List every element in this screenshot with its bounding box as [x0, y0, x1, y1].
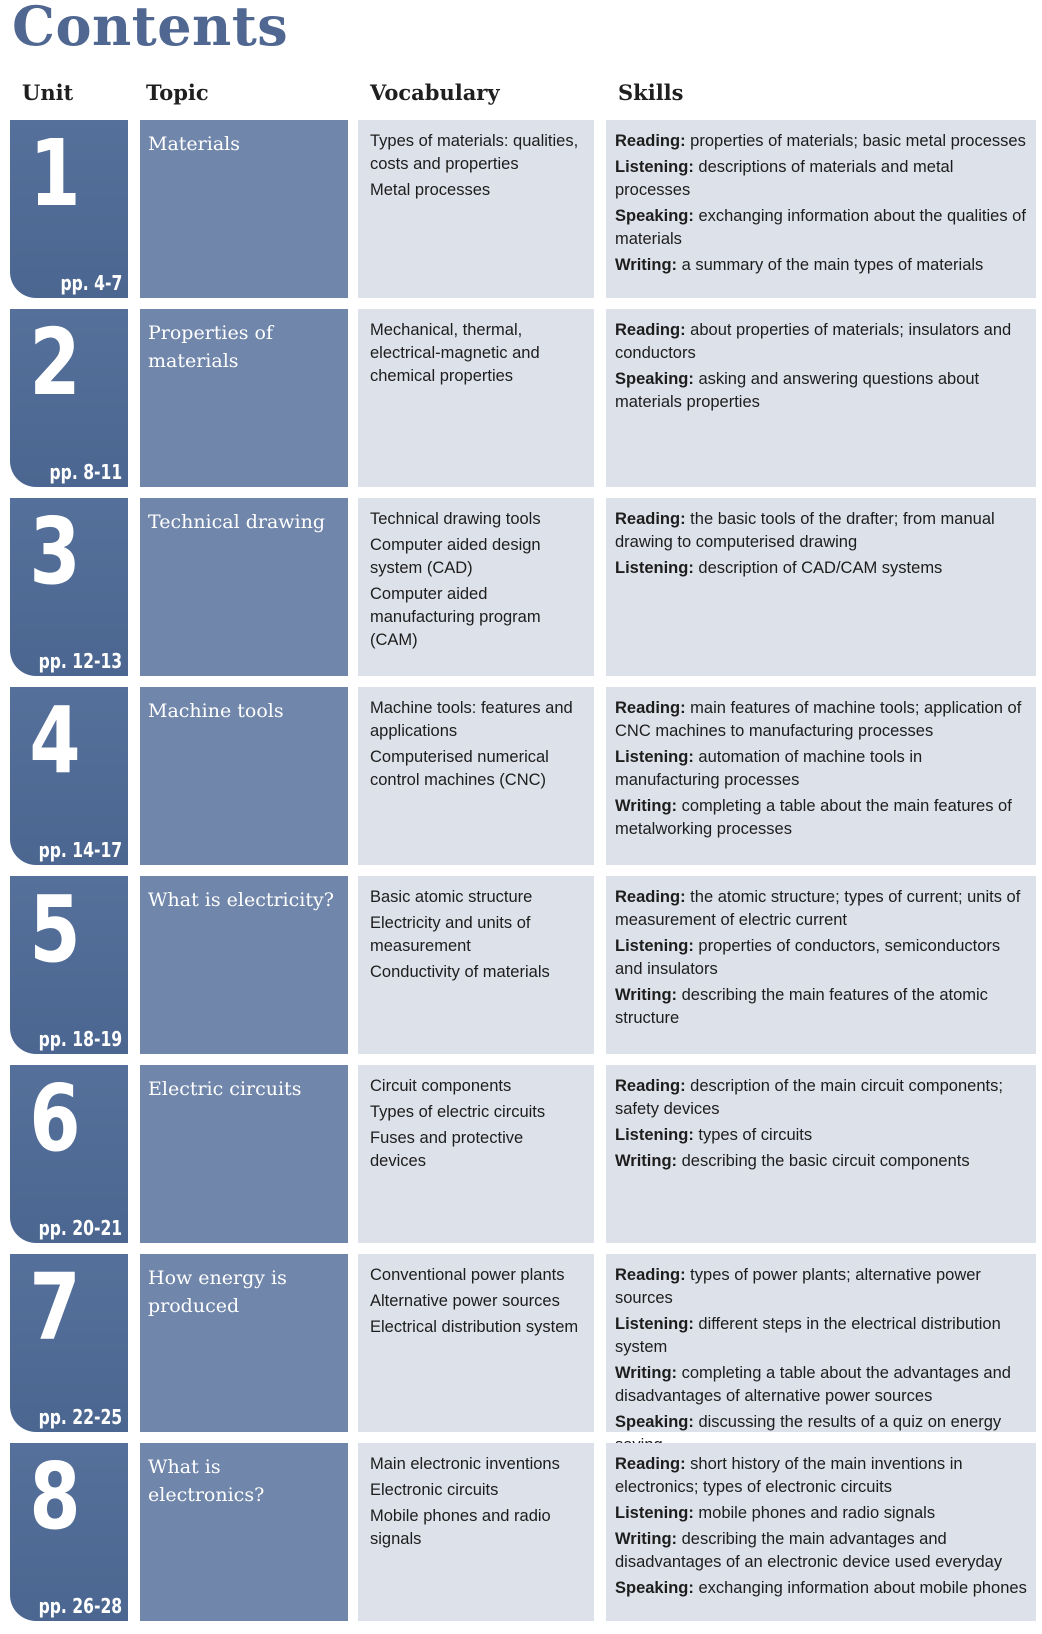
unit-cell — [10, 876, 128, 1054]
vocabulary-item: Technical drawing tools — [370, 510, 541, 528]
skill-item — [615, 1577, 1027, 1600]
table-row — [0, 498, 1042, 676]
skill-item — [615, 1124, 1027, 1147]
skill-text: automation of machine tools in manufacturing processes — [615, 748, 923, 789]
vocabulary-cell — [358, 309, 594, 487]
vocabulary-item: Computerised numerical control machines (CNC) — [370, 748, 549, 789]
skill-label: Reading: — [615, 699, 686, 717]
unit-cell — [10, 1443, 128, 1621]
skill-item — [615, 1264, 1027, 1310]
skill-label: Listening: — [615, 748, 694, 766]
skill-text: completing a table about the main features of metalworking processes — [615, 797, 1012, 838]
skill-item — [615, 1362, 1027, 1408]
skill-label: Listening: — [615, 559, 694, 577]
topic-cell — [140, 1254, 348, 1432]
skill-text: types of power plants; alternative power sources — [615, 1266, 981, 1307]
unit-pages: pp. 18-19 — [38, 1027, 122, 1051]
skill-item — [615, 1502, 1027, 1525]
skill-text: exchanging information about the qualities of materials — [615, 207, 1026, 248]
skill-item — [615, 886, 1027, 932]
skill-label: Writing: — [615, 1152, 678, 1170]
skill-item — [615, 697, 1027, 743]
skill-text: mobile phones and radio signals — [693, 1504, 936, 1522]
table-row — [0, 120, 1042, 298]
unit-cell — [10, 120, 128, 298]
unit-number: 8 — [29, 1443, 81, 1550]
skill-label: Listening: — [615, 158, 694, 176]
vocabulary-cell — [358, 876, 594, 1054]
skill-text: completing a table about the advantages and disadvantages of alternative power sources — [615, 1364, 1011, 1405]
skill-label: Writing: — [615, 1364, 678, 1382]
skill-label: Listening: — [615, 937, 694, 955]
skill-item — [615, 746, 1027, 792]
skills-cell — [606, 120, 1036, 298]
unit-cell — [10, 309, 128, 487]
skill-item — [615, 319, 1027, 365]
vocabulary-item: Computer aided design system (CAD) — [370, 536, 541, 577]
skills-cell — [606, 1065, 1036, 1243]
vocabulary-column-header: Vocabulary — [370, 80, 500, 105]
topic-cell — [140, 498, 348, 676]
vocabulary-item: Electricity and units of measurement — [370, 914, 531, 955]
topic-cell — [140, 120, 348, 298]
table-row — [0, 1065, 1042, 1243]
skill-item — [615, 795, 1027, 841]
skill-label: Writing: — [615, 256, 678, 274]
skill-item — [615, 205, 1027, 251]
skill-label: Reading: — [615, 132, 686, 150]
skill-text: main features of machine tools; application of CNC machines to manufacturing processes — [615, 699, 1022, 740]
skill-text: asking and answering questions about materials properties — [615, 370, 980, 411]
skill-item — [615, 557, 1027, 580]
topic-text: Materials — [148, 133, 240, 155]
skill-text: the basic tools of the drafter; from manual drawing to computerised drawing — [615, 510, 995, 551]
unit-pages: pp. 22-25 — [38, 1405, 122, 1429]
table-row — [0, 876, 1042, 1054]
vocabulary-item: Types of electric circuits — [370, 1103, 546, 1121]
unit-number: 6 — [29, 1065, 81, 1172]
skill-text: description of the main circuit components; safety devices — [615, 1077, 1003, 1118]
skill-label: Reading: — [615, 1266, 686, 1284]
vocabulary-item: Conventional power plants — [370, 1266, 565, 1284]
topic-text: Machine tools — [148, 700, 284, 722]
skill-label: Reading: — [615, 321, 686, 339]
skill-label: Reading: — [615, 1077, 686, 1095]
skill-text: describing the main advantages and disadvantages of an electronic device used everyday — [615, 1530, 1003, 1571]
unit-number: 3 — [29, 498, 81, 605]
topic-text: Properties of materials — [148, 322, 274, 372]
vocabulary-item: Metal processes — [370, 181, 491, 199]
skill-label: Reading: — [615, 1455, 686, 1473]
skill-item — [615, 130, 1027, 153]
unit-number: 1 — [29, 120, 81, 227]
topic-cell — [140, 309, 348, 487]
skill-text: properties of conductors, semiconductors and insulators — [615, 937, 1001, 978]
skill-label: Speaking: — [615, 1413, 694, 1431]
topic-column-header: Topic — [146, 80, 209, 105]
vocabulary-item: Basic atomic structure — [370, 888, 533, 906]
skills-cell — [606, 309, 1036, 487]
skill-text: a summary of the main types of materials — [677, 256, 984, 274]
skill-item — [615, 508, 1027, 554]
topic-cell — [140, 876, 348, 1054]
skill-text: describing the main features of the atomic structure — [615, 986, 988, 1027]
skills-cell — [606, 687, 1036, 865]
skill-label: Writing: — [615, 1530, 678, 1548]
unit-column-header: Unit — [22, 80, 74, 105]
skill-text: properties of materials; basic metal processes — [685, 132, 1026, 150]
skill-label: Speaking: — [615, 370, 694, 388]
skill-label: Reading: — [615, 510, 686, 528]
table-row — [0, 1254, 1042, 1432]
skill-label: Writing: — [615, 986, 678, 1004]
skill-text: types of circuits — [693, 1126, 813, 1144]
unit-pages: pp. 12-13 — [38, 649, 122, 673]
unit-cell — [10, 498, 128, 676]
skill-item — [615, 368, 1027, 414]
skill-item — [615, 156, 1027, 202]
unit-pages: pp. 8-11 — [49, 460, 122, 484]
skill-label: Writing: — [615, 797, 678, 815]
skill-text: different steps in the electrical distribution system — [615, 1315, 1001, 1356]
vocabulary-cell — [358, 120, 594, 298]
unit-cell — [10, 1254, 128, 1432]
skill-label: Listening: — [615, 1315, 694, 1333]
skill-item — [615, 1453, 1027, 1499]
skill-item — [615, 254, 1027, 277]
skill-text: describing the basic circuit components — [677, 1152, 970, 1170]
unit-cell — [10, 687, 128, 865]
vocabulary-item: Types of materials: qualities, costs and properties — [370, 132, 579, 173]
unit-pages: pp. 14-17 — [38, 838, 122, 862]
vocabulary-item: Conductivity of materials — [370, 963, 550, 981]
skills-column-header: Skills — [618, 80, 684, 105]
vocabulary-item: Machine tools: features and applications — [370, 699, 573, 740]
unit-number: 5 — [29, 876, 81, 983]
skill-text: descriptions of materials and metal processes — [615, 158, 954, 199]
topic-text: How energy is produced — [148, 1267, 287, 1317]
unit-pages: pp. 26-28 — [38, 1594, 122, 1618]
vocabulary-cell — [358, 498, 594, 676]
vocabulary-item: Mechanical, thermal, electrical-magnetic and chemical properties — [370, 321, 540, 385]
skill-label: Listening: — [615, 1504, 694, 1522]
skills-cell — [606, 1254, 1036, 1432]
vocabulary-item: Main electronic inventions — [370, 1455, 560, 1473]
vocabulary-item: Circuit components — [370, 1077, 512, 1095]
vocabulary-item: Electrical distribution system — [370, 1318, 579, 1336]
skill-text: description of CAD/CAM systems — [693, 559, 943, 577]
skill-text: the atomic structure; types of current; units of measurement of electric current — [615, 888, 1021, 929]
topic-text: Electric circuits — [148, 1078, 302, 1100]
topic-cell — [140, 1443, 348, 1621]
skill-item — [615, 1313, 1027, 1359]
skill-item — [615, 1075, 1027, 1121]
skill-item — [615, 1528, 1027, 1574]
unit-cell — [10, 1065, 128, 1243]
topic-text: Technical drawing — [148, 511, 326, 533]
topic-cell — [140, 687, 348, 865]
vocabulary-cell — [358, 687, 594, 865]
skills-cell — [606, 876, 1036, 1054]
skill-label: Speaking: — [615, 207, 694, 225]
unit-pages: pp. 4-7 — [60, 271, 122, 295]
skill-text: short history of the main inventions in electronics; types of electronic circuits — [615, 1455, 963, 1496]
vocabulary-cell — [358, 1443, 594, 1621]
vocabulary-item: Electronic circuits — [370, 1481, 499, 1499]
topic-text: What is electricity? — [148, 889, 334, 911]
table-row — [0, 687, 1042, 865]
page-title: Contents — [12, 0, 289, 58]
skill-item — [615, 984, 1027, 1030]
skills-cell — [606, 498, 1036, 676]
vocabulary-item: Mobile phones and radio signals — [370, 1507, 551, 1548]
vocabulary-cell — [358, 1254, 594, 1432]
skills-cell — [606, 1443, 1036, 1621]
topic-cell — [140, 1065, 348, 1243]
skill-label: Listening: — [615, 1126, 694, 1144]
unit-pages: pp. 20-21 — [38, 1216, 122, 1240]
vocabulary-item: Computer aided manufacturing program (CAM) — [370, 585, 541, 649]
topic-text: What is electronics? — [148, 1456, 265, 1506]
skill-label: Reading: — [615, 888, 686, 906]
skill-text: exchanging information about mobile phones — [693, 1579, 1027, 1597]
skill-text: discussing the results of a quiz on energy — [698, 1413, 1002, 1431]
skill-item — [615, 1150, 1027, 1173]
vocabulary-item: Fuses and protective devices — [370, 1129, 524, 1170]
table-row — [0, 309, 1042, 487]
skill-label: Speaking: — [615, 1579, 694, 1597]
vocabulary-item: Alternative power sources — [370, 1292, 560, 1310]
skill-item — [615, 935, 1027, 981]
table-row — [0, 1443, 1042, 1621]
unit-number: 4 — [29, 687, 81, 794]
vocabulary-cell — [358, 1065, 594, 1243]
skill-text: about properties of materials; insulators and conductors — [615, 321, 1012, 362]
unit-number: 2 — [29, 309, 81, 416]
unit-number: 7 — [29, 1254, 81, 1361]
